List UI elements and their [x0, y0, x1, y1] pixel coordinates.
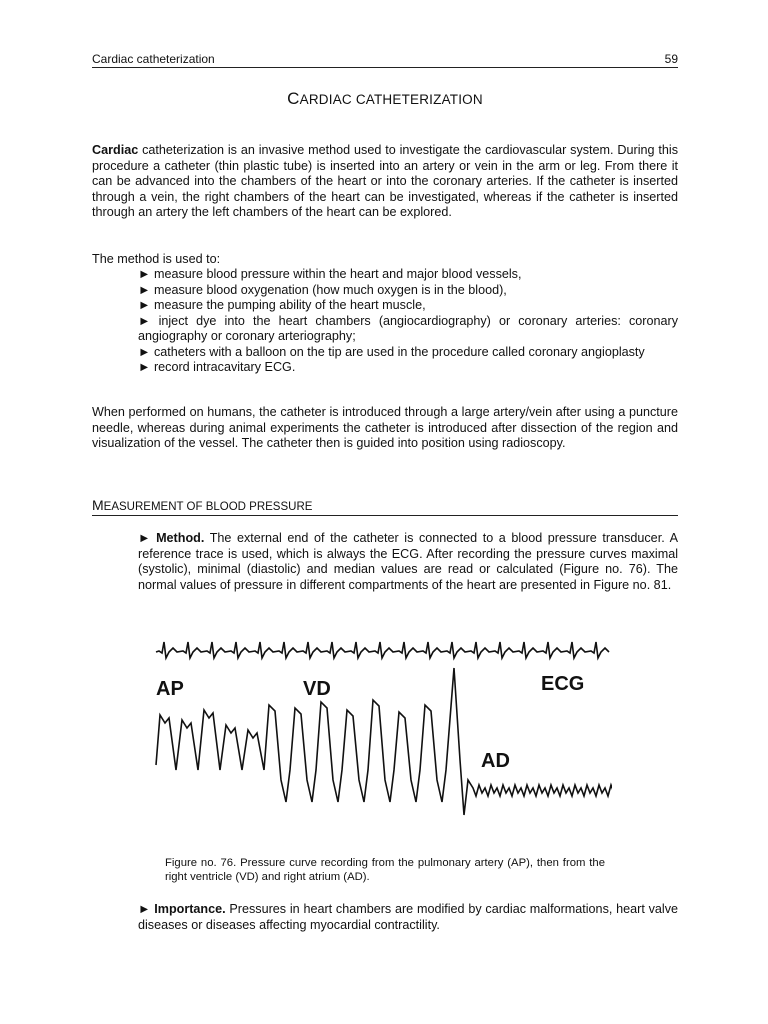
uses-intro: The method is used to:: [92, 252, 221, 266]
figure-caption: Figure no. 76. Pressure curve recording from the pulmonary artery (AP), then from the right ventricle (VD) and right atrium (AD).: [165, 857, 605, 883]
method-text: The external end of the catheter is connected to a blood pressure transducer. A reference trace is used, which is always the ECG. After recording the pressure curves maximal (systolic), minimal (diastolic) and median values are read or calculated (Figure no. 76). The normal values of pressure in different compartments of the heart are presented in Figure no. 81.: [138, 531, 678, 592]
section-heading: [92, 497, 678, 516]
intro-text: catheterization is an invasive method used to investigate the cardiovascular system. During this procedure a catheter (thin plastic tube) is inserted into an artery or vein in the arm or leg. From there it can be advanced into the chambers of the heart or into the coronary arteries. If the catheter is inserted through a vein, the right chambers of the heart can be investigated, whereas if the catheter is inserted through an artery the left chambers of the heart can be explored.: [92, 143, 678, 219]
importance-marker: ►: [138, 902, 151, 916]
pressure-curve-figure: [150, 630, 612, 840]
list-item: ► record intracavitary ECG.: [138, 360, 296, 374]
intro-paragraph: [92, 143, 678, 221]
ecg-label: ECG: [541, 673, 585, 695]
chapter-title: [92, 89, 678, 109]
running-header: [92, 52, 678, 68]
section-heading-rest: EASUREMENT OF BLOOD PRESSURE: [103, 501, 313, 513]
intro-lead-word: Cardiac: [92, 143, 139, 157]
importance-paragraph: [138, 902, 678, 933]
method-label: Method.: [156, 531, 205, 545]
page-number: 59: [664, 52, 678, 66]
ecg-trace-line: [156, 642, 609, 658]
importance-text: Pressures in heart chambers are modified by cardiac malformations, heart valve diseases or diseases affecting myocardial contractility.: [138, 902, 679, 932]
list-item: ► measure the pumping ability of the heart muscle,: [138, 298, 426, 312]
chapter-title-initial: C: [287, 89, 300, 108]
section-heading-initial: M: [92, 497, 104, 513]
ad-label: AD: [481, 750, 510, 772]
list-item: ► inject dye into the heart chambers (angiocardiography) or coronary arteries: coronary angiography or coronary arteriography;: [138, 313, 678, 343]
chapter-title-rest: ARDIAC CATHETERIZATION: [299, 92, 483, 107]
ap-label: AP: [156, 678, 184, 700]
list-item: ► measure blood oxygenation (how much oxygen is in the blood),: [138, 282, 507, 297]
running-title: Cardiac catheterization: [92, 52, 215, 66]
uses-list: [138, 267, 678, 376]
list-item: ► measure blood pressure within the heart and major blood vessels,: [138, 267, 522, 281]
method-marker: ►: [138, 531, 151, 545]
importance-label: Importance.: [154, 902, 226, 916]
humans-paragraph: When performed on humans, the catheter is introduced through a large artery/vein after using a puncture needle, whereas during animal experiments the catheter is introduced after dissection of the region and visualization of the vessel. The catheter then is guided into position using radioscopy.: [92, 405, 678, 450]
ecg-trace: [156, 642, 609, 658]
vd-label: VD: [303, 678, 331, 700]
list-item: ► catheters with a balloon on the tip are used in the procedure called coronary angioplasty: [138, 344, 645, 359]
method-paragraph: [138, 531, 678, 593]
